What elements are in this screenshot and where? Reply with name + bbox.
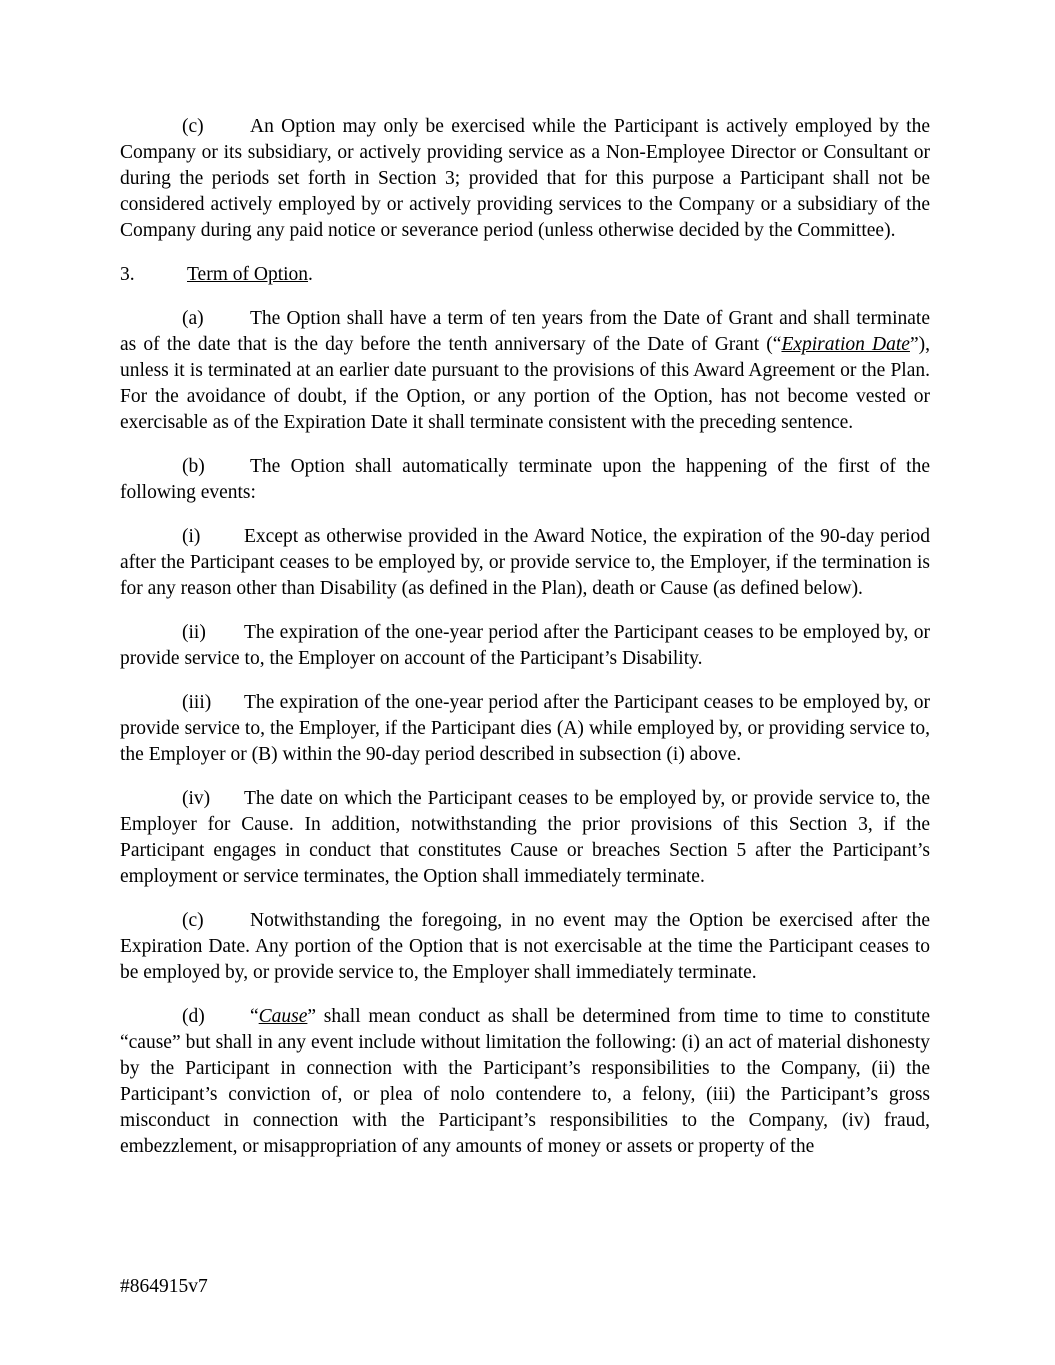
document-control-number: #864915v7: [120, 1276, 208, 1297]
list-item-label: (ii): [182, 622, 206, 643]
list-item-text: The date on which the Participant ceases to be employed by, or provide service to, the Employer for Cause. In addition, notwithstanding the prior provisions of this Section 3, if the Participant engages in conduct that constitutes Cause or breaches Section 5 after the Participant’s employment or service terminates, the Option shall immediately terminate.: [120, 788, 930, 887]
paragraph-d-cause-definition: [120, 1004, 930, 1160]
paragraph-c-notwithstanding: [120, 908, 930, 986]
list-item-text: Except as otherwise provided in the Award Notice, the expiration of the 90-day period after the Participant ceases to be employed by, or provide service to, the Employer, if the termination is for any reason other than Disability (as defined in the Plan), death or Cause (as defined below).: [120, 526, 930, 599]
list-item-label: (iii): [182, 692, 212, 713]
paragraph-text: An Option may only be exercised while the Participant is actively employed by the Company or its subsidiary, or actively providing service as a Non-Employee Director or Consultant or during the periods set forth in Section 3; provided that for this purpose a Participant shall not be considered actively employed by or actively providing services to the Company or a subsidiary of the Company during any paid notice or severance period (unless otherwise decided by the Committee).: [120, 116, 930, 241]
defined-term-expiration-date: Expiration Date: [781, 334, 910, 355]
list-item-label: (iv): [182, 788, 211, 809]
list-item-iii: [120, 690, 930, 768]
list-item-text: The expiration of the one-year period after the Participant ceases to be employed by, or provide service to, the Employer on account of the Participant’s Disability.: [120, 622, 930, 669]
paragraph-label: (d): [182, 1006, 205, 1027]
paragraph-label: (c): [182, 116, 204, 137]
list-item-text: The expiration of the one-year period after the Participant ceases to be employed by, or provide service to, the Employer, if the Participant dies (A) while employed by, or providing service to, the Employer or (B) within the 90-day period described in subsection (i) above.: [120, 692, 930, 765]
list-item-ii: [120, 620, 930, 672]
section-title: Term of Option: [187, 264, 309, 285]
paragraph-b-termination-intro: [120, 454, 930, 506]
paragraph-text: ”), unless it is terminated at an earlier date pursuant to the provisions of this Award Agreement or the Plan. For the avoidance of doubt, if the Option, or any portion of the Option, has not become vested or exercisable as of the Expiration Date it shall terminate consistent with the preceding sentence.: [120, 334, 930, 433]
list-item-iv: [120, 786, 930, 890]
paragraph-label: (b): [182, 456, 205, 477]
paragraph-c-exercise: [120, 114, 930, 244]
section-title-period: .: [308, 264, 313, 285]
paragraph-text: The Option shall have a term of ten years from the Date of Grant and shall terminate as of the date that is the day before the tenth anniversary of the Date of Grant (“: [120, 308, 930, 355]
paragraph-text: Notwithstanding the foregoing, in no event may the Option be exercised after the Expiration Date. Any portion of the Option that is not exercisable at the time the Participant ceases to be employed by, or provide service to, the Employer shall immediately terminate.: [120, 910, 930, 983]
paragraph-a-term: [120, 306, 930, 436]
list-item-label: (i): [182, 526, 201, 547]
list-item-i: [120, 524, 930, 602]
paragraph-text: The Option shall automatically terminate upon the happening of the first of the following events:: [120, 456, 930, 503]
section-3-heading: [120, 262, 930, 288]
paragraph-label: (c): [182, 910, 204, 931]
paragraph-text: “: [250, 1006, 259, 1027]
section-number: 3.: [120, 264, 135, 285]
defined-term-cause: Cause: [258, 1006, 308, 1027]
paragraph-label: (a): [182, 308, 204, 329]
paragraph-text: ” shall mean conduct as shall be determined from time to time to constitute “cause” but shall in any event include without limitation the following: (i) an act of material dishonesty by the Participant in connection with the Participant’s responsibilities to the Company, (ii) the Participant’s conviction of, or plea of nolo contendere to, a felony, (iii) the Participant’s gross misconduct in connection with the Participant’s responsibilities to the Company, (iv) fraud, embezzlement, or misappropriation of any amounts of money or assets or property of the: [120, 1006, 930, 1157]
